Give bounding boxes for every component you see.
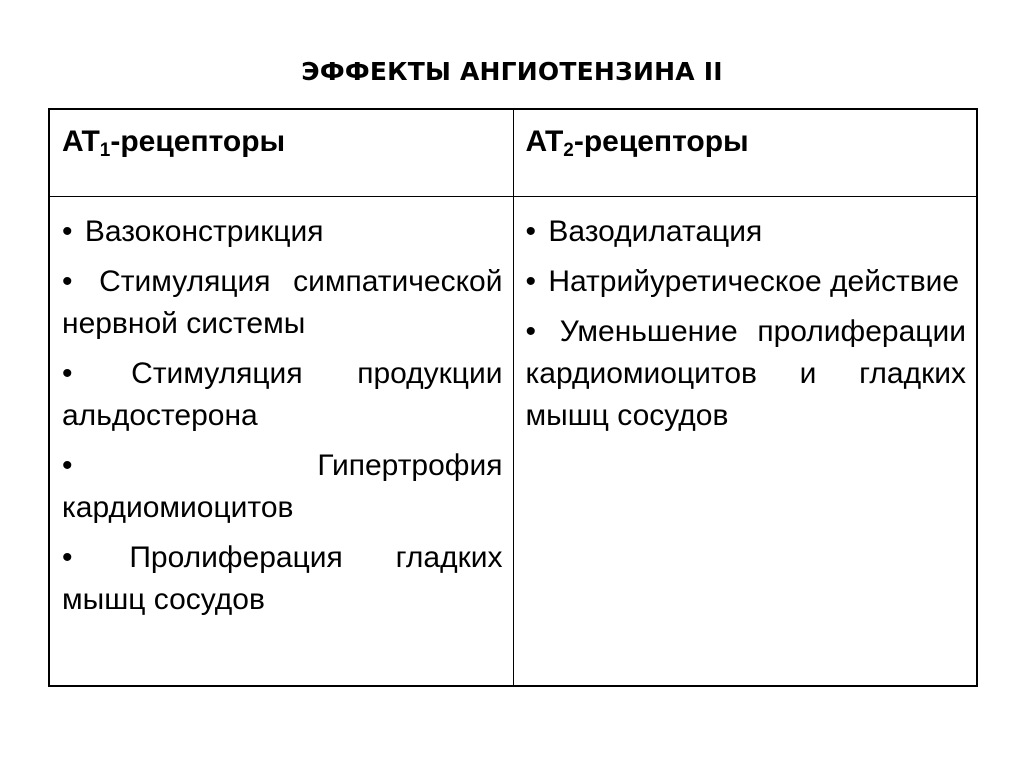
effects-table [48, 108, 978, 687]
at1-effect-text: Пролиферация гладких мышц сосудов [62, 541, 503, 616]
at1-header [50, 110, 513, 160]
bullet: • [62, 449, 73, 482]
at2-effect-text: Уменьшение пролиферации кардиомиоцитов и гладких мышц сосудов [525, 315, 966, 432]
bullet: • [525, 215, 537, 248]
at1-effects-cell [49, 197, 513, 687]
list-item [62, 353, 503, 437]
bullet: • [62, 265, 73, 298]
at2-effect-text: Вазодилатация [548, 215, 763, 248]
at2-header-prefix: AT [525, 125, 564, 158]
list-item [526, 311, 967, 437]
table-body-row [49, 197, 977, 687]
list-item [526, 261, 967, 303]
list-item [526, 211, 967, 253]
at2-header-suffix: -рецепторы [573, 125, 749, 158]
at1-effect-text: Гипертрофия кардиомиоцитов [62, 449, 503, 524]
at1-effect-text: Вазоконстрикция [84, 215, 324, 248]
at1-header-subscript: 1 [99, 140, 111, 161]
table-header-row [49, 109, 977, 197]
bullet: • [525, 265, 537, 298]
at1-effect-text: Стимуляция продукции альдостерона [62, 357, 503, 432]
bullet: • [525, 315, 537, 348]
bullet: • [62, 357, 73, 390]
page-title: ЭФФЕКТЫ АНГИОТЕНЗИНА II [301, 57, 723, 86]
list-item [62, 261, 503, 345]
list-item [62, 537, 503, 621]
list-item [62, 211, 503, 253]
list-item [62, 445, 503, 529]
at2-header-subscript: 2 [563, 140, 574, 161]
bullet: • [62, 541, 73, 574]
at2-header [514, 110, 977, 160]
at2-effects-cell [513, 197, 977, 687]
at2-header-cell [513, 109, 977, 197]
at2-effect-text: Натрийуретическое действие [548, 265, 960, 298]
bullet: • [62, 215, 73, 248]
at1-header-cell [49, 109, 513, 197]
at1-effect-text: Стимуляция симпатической нервной системы [62, 265, 503, 340]
at1-header-suffix: -рецепторы [110, 125, 286, 158]
at1-header-prefix: AT [62, 125, 100, 158]
